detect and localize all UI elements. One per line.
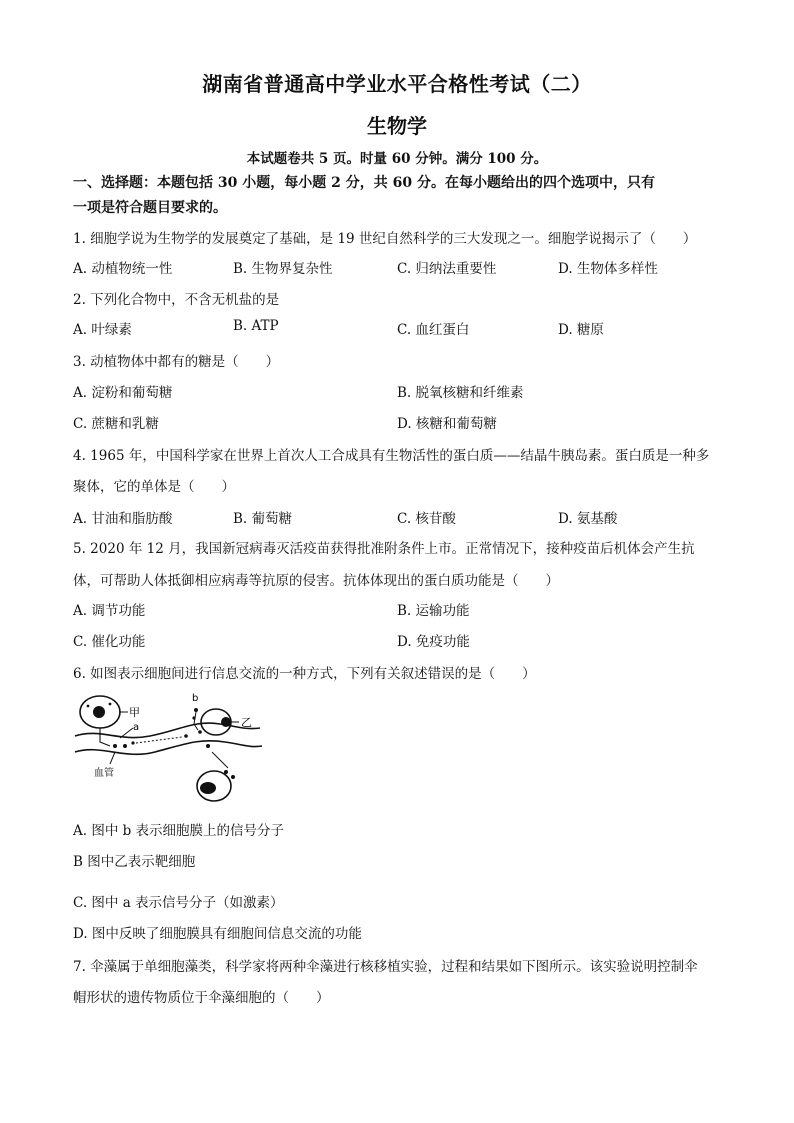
question-4-option-b: B. 葡萄糖 [233,511,293,527]
section-heading-line1: 一、选择题：本题包括 30 小题，每小题 2 分，共 60 分。在每小题给出的四个选项中，只有 [73,175,655,191]
exam-title: 湖南省普通高中学业水平合格性考试（二） [202,72,592,96]
question-3-option-b: B. 脱氧核糖和纤维素 [397,385,524,401]
question-4-stem-line2: 聚体，它的单体是（ ） [73,479,235,495]
question-1-stem: 1. 细胞学说为生物学的发展奠定了基础，是 19 世纪自然科学的三大发现之一。细胞学说揭示了（ ） [73,231,697,247]
question-5-stem-line2: 体，可帮助人体抵御相应病毒等抗原的侵害。抗体体现出的蛋白质功能是（ ） [73,573,559,589]
exam-note: 本试题卷共 5 页。时量 60 分钟。满分 100 分。 [246,151,548,167]
question-2-option-b: B. ATP [233,318,279,334]
question-1-option-c: C. 归纳法重要性 [397,261,497,277]
label-b: b [192,693,199,704]
question-3-option-a: A. 淀粉和葡萄糖 [73,385,173,401]
question-7-stem-line1: 7. 伞藻属于单细胞藻类，科学家将两种伞藻进行核移植实验，过程和结果如下图所示。该实验说明控制伞 [73,959,698,975]
question-1-option-d: D. 生物体多样性 [558,261,658,277]
question-3-option-d: D. 核糖和葡萄糖 [397,416,497,432]
vessel-wall-top [75,723,260,737]
question-2-stem: 2. 下列化合物中，不含无机盐的是 [73,292,280,308]
question-2-option-c: C. 血红蛋白 [397,322,470,338]
question-3-option-c: C. 蔗糖和乳糖 [73,416,159,432]
question-6-option-b: B 图中乙表示靶细胞 [73,854,196,870]
cell-communication-diagram [70,690,270,808]
question-2-option-a: A. 叶绿素 [73,322,132,338]
question-6-option-c: C. 图中 a 表示信号分子（如激素） [73,895,284,911]
question-4-option-a: A. 甘油和脂肪酸 [73,511,173,527]
cell-yi-nucleus [221,717,231,727]
label-jia: 甲 [129,706,140,719]
question-5-stem-line1: 5. 2020 年 12 月，我国新冠病毒灭活疫苗获得批准附条件上市。正常情况下，接种疫苗后机体会产生抗 [73,541,695,557]
question-5-option-c: C. 催化功能 [73,634,146,650]
question-4-stem-line1: 4. 1965 年，中国科学家在世界上首次人工合成具有生物活性的蛋白质——结晶牛胰岛素。蛋白质是一种多 [73,448,710,464]
label-yi: 乙 [241,716,252,729]
question-4-option-d: D. 氨基酸 [558,511,618,527]
question-6-option-d: D. 图中反映了细胞膜具有细胞间信息交流的功能 [73,926,362,942]
question-6-option-a: A. 图中 b 表示细胞膜上的信号分子 [73,823,285,839]
question-5-option-b: B. 运输功能 [397,603,470,619]
question-1-option-a: A. 动植物统一性 [73,261,173,277]
subject-title: 生物学 [367,114,427,138]
cell-jia-nucleus [93,706,105,718]
question-4-option-c: C. 核苷酸 [397,511,456,527]
question-5-option-d: D. 免疫功能 [397,634,470,650]
question-1-option-b: B. 生物界复杂性 [233,261,333,277]
question-2-option-d: D. 糖原 [558,322,604,338]
question-5-option-a: A. 调节功能 [73,603,146,619]
question-6-stem: 6. 如图表示细胞间进行信息交流的一种方式，下列有关叙述错误的是（ ） [73,666,536,682]
label-vessel: 血管 [94,768,114,779]
question-7-stem-line2: 帽形状的遗传物质位于伞藻细胞的（ ） [73,990,330,1006]
label-a: a [133,722,140,733]
section-heading-line2: 一项是符合题目要求的。 [73,200,227,216]
question-3-stem: 3. 动植物体中都有的糖是（ ） [73,354,280,370]
